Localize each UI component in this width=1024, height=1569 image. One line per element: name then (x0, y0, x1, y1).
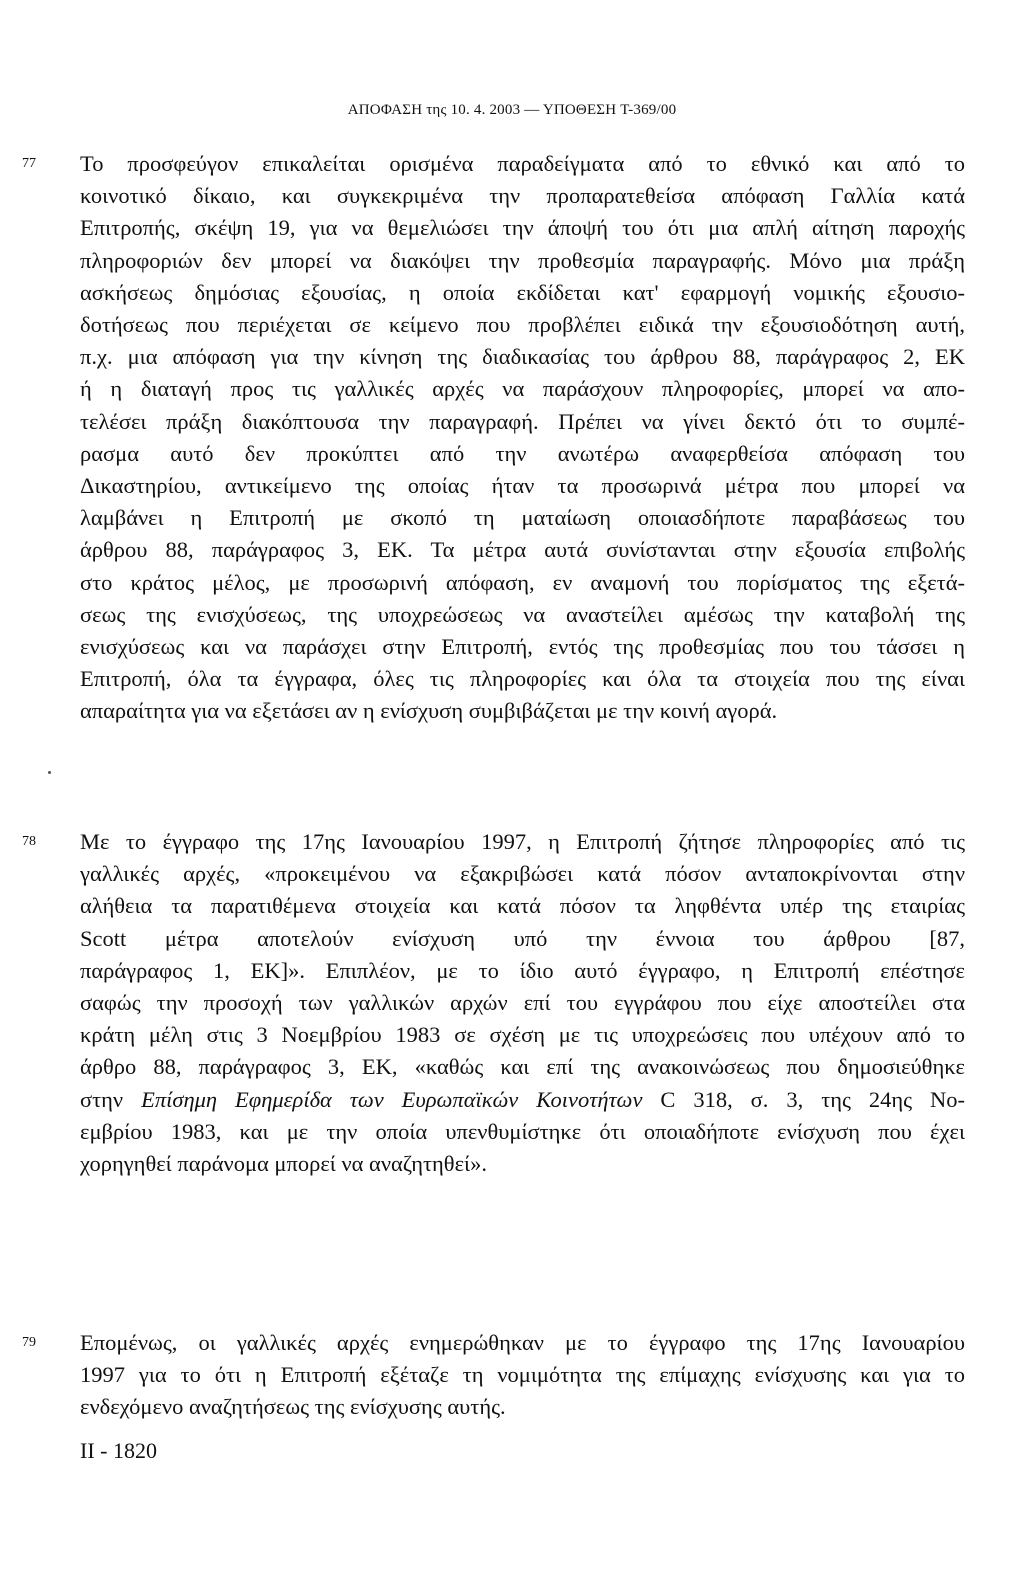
text-line: εμβρίου 1983, και με την οποία υπενθυμίστηκε ότι οποιαδήποτε ενίσχυση που έχει (80, 1118, 965, 1144)
text-line: σεως της ενισχύσεως, της υποχρεώσεως να αναστείλει αμέσως την καταβολή της (80, 601, 965, 627)
text-line: Δικαστηρίου, αντικείμενο της οποίας ήταν τα προσωρινά μέτρα που μπορεί να (80, 473, 965, 499)
text-line: Με το έγγραφο της 17ης Ιανουαρίου 1997, η Επιτροπή ζήτησε πληροφορίες από τις (80, 829, 965, 854)
text-line: απαραίτητα για να εξετάσει αν η ενίσχυση συμβιβάζεται με την κοινή αγορά. (80, 698, 778, 724)
text-line: Επιτροπή, όλα τα έγγραφα, όλες τις πληροφορίες και όλα τα στοιχεία που της είναι (80, 666, 965, 692)
text-line: κοινοτικό δίκαιο, και συγκεκριμένα την προπαρατεθείσα απόφαση Γαλλία κατά (80, 183, 965, 209)
text-line: πληροφοριών δεν μπορεί να διακόψει την προθεσμία παραγραφής. Μόνο μια πράξη (80, 247, 965, 273)
paragraph-78 (80, 826, 965, 1180)
paragraph-number: 77 (22, 156, 36, 171)
paragraph-79 (80, 1327, 965, 1424)
text-line: Επομένως, οι γαλλικές αρχές ενημερώθηκαν με το έγγραφο της 17ης Ιανουαρίου (80, 1330, 965, 1355)
text-line: άρθρο 88, παράγραφος 3, ΕΚ, «καθώς και επί της ανακοινώσεως που δημοσιεύθηκε (80, 1054, 965, 1080)
text-line: Επιτροπής, σκέψη 19, για να θεμελιώσει την άποψή του ότι μια απλή αίτηση παροχής (80, 215, 965, 241)
paragraph-number: 78 (22, 834, 36, 849)
text-line: ασκήσεως δημόσιας εξουσίας, η οποία εκδίδεται κατ' εφαρμογή νομικής εξουσιο- (80, 279, 965, 305)
text-line: Το προσφεύγον επικαλείται ορισμένα παραδείγματα από το εθνικό και από το (80, 151, 965, 176)
text-line: ρασμα αυτό δεν προκύπτει από την ανωτέρω αναφερθείσα απόφαση του (80, 440, 965, 466)
text-line: λαμβάνει η Επιτροπή με σκοπό τη ματαίωση οποιασδήποτε παραβάσεως του (80, 505, 965, 531)
text-line: παράγραφος 1, ΕΚ]». Επιπλέον, με το ίδιο αυτό έγγραφο, η Επιτροπή επέστησε (80, 957, 965, 983)
text-line: δοτήσεως που περιέχεται σε κείμενο που προβλέπει ειδικά την εξουσιοδότηση αυτή, (80, 312, 965, 338)
page-number: II - 1820 (80, 1438, 157, 1463)
paragraph-77 (80, 148, 965, 728)
text-line: γαλλικές αρχές, «προκειμένου να εξακριβώσει κατά πόσον ανταποκρίνονται στην (80, 861, 965, 887)
text-line: τελέσει πράξη διακόπτουσα την παραγραφή. Πρέπει να γίνει δεκτό ότι το συμπέ- (80, 408, 965, 434)
paragraph-number: 79 (22, 1335, 36, 1350)
text-line-mixed (80, 1084, 965, 1116)
running-header: ΑΠΟΦΑΣΗ της 10. 4. 2003 — ΥΠΟΘΕΣΗ T-369/00 (347, 102, 677, 118)
text-line: ενδεχόμενο αναζητήσεως της ενίσχυσης αυτής. (80, 1394, 506, 1420)
text-line: Scott μέτρα αποτελούν ενίσχυση υπό την έννοια του άρθρου [87, (80, 925, 965, 951)
text-run: στην (80, 1086, 124, 1112)
stray-mark (48, 771, 51, 774)
text-line: σαφώς την προσοχή των γαλλικών αρχών επί του εγγράφου που είχε αποστείλει στα (80, 990, 965, 1016)
text-line: 1997 για το ότι η Επιτροπή εξέταζε τη νομιμότητα της επίμαχης ενίσχυσης και για το (80, 1362, 965, 1388)
text-line: κράτη μέλη στις 3 Νοεμβρίου 1983 σε σχέση με τις υποχρεώσεις που υπέχουν από το (80, 1022, 965, 1048)
text-line: ή η διαταγή προς τις γαλλικές αρχές να παράσχουν πληροφορίες, μπορεί να απο- (80, 376, 965, 402)
text-line: ενισχύσεως και να παράσχει στην Επιτροπή, εντός της προθεσμίας που του τάσσει η (80, 634, 965, 660)
journal-title: Επίσημη Εφημερίδα των Ευρωπαϊκών Κοινοτήτων (141, 1086, 643, 1112)
text-line: στο κράτος μέλος, με προσωρινή απόφαση, εν αναμονή του πορίσματος της εξετά- (80, 569, 965, 595)
text-line: π.χ. μια απόφαση για την κίνηση της διαδικασίας του άρθρου 88, παράγραφος 2, ΕΚ (80, 344, 965, 370)
text-line: αλήθεια τα παρατιθέμενα στοιχεία και κατά πόσον τα ληφθέντα υπέρ της εταιρίας (80, 893, 965, 919)
text-run: C 318, σ. 3, της 24ης Νο- (660, 1086, 965, 1112)
text-line: άρθρου 88, παράγραφος 3, ΕΚ. Τα μέτρα αυτά συνίστανται στην εξουσία επιβολής (80, 537, 965, 563)
text-line: χορηγηθεί παράνομα μπορεί να αναζητηθεί». (80, 1151, 487, 1177)
